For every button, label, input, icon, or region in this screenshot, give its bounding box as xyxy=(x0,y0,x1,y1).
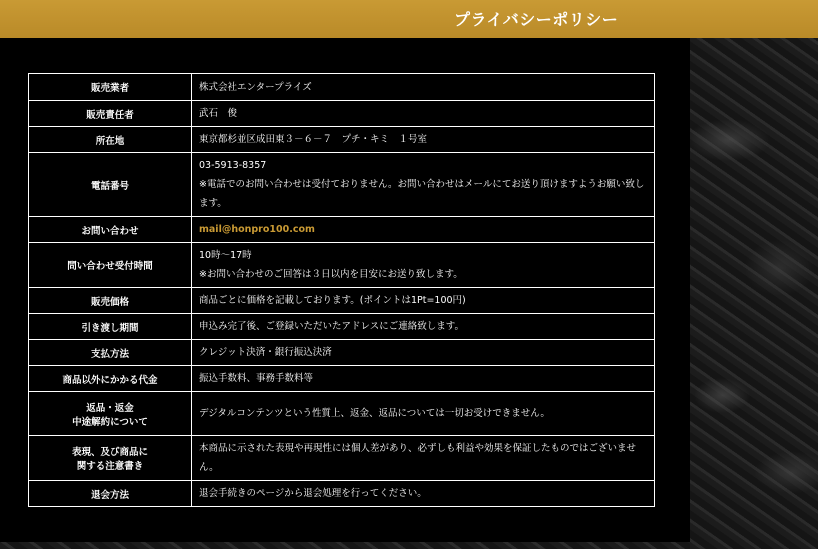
row-value-disclaimer xyxy=(192,436,655,481)
value-line: ※お問い合わせのご回答は３日以内を目安にお送り致します。 xyxy=(199,269,463,280)
label-line: 関する注意書き xyxy=(76,461,144,472)
table-row xyxy=(29,288,655,314)
table-row xyxy=(29,101,655,127)
value-line: 商品ごとに価格を記載しております。(ポイントは1Pt=100円) xyxy=(199,295,466,306)
value-line: デジタルコンテンツという性質上、返金、返品については一切お受けできません。 xyxy=(199,408,550,419)
contact-email-link[interactable]: mail@honpro100.com xyxy=(199,224,315,235)
row-label-payment: 支払方法 xyxy=(29,340,192,366)
row-label-refund xyxy=(29,392,192,436)
value-line: 本商品に示された表現や再現性には個人差があり、必ずしも利益や効果を保証したものではございません。 xyxy=(199,443,637,473)
marble-background xyxy=(690,38,818,549)
table-row xyxy=(29,217,655,243)
table-row xyxy=(29,366,655,392)
table-row xyxy=(29,243,655,288)
value-line: 武石 俊 xyxy=(199,108,238,119)
label-line: 中途解約について xyxy=(72,416,148,428)
table-row xyxy=(29,392,655,436)
value-line: 10時～17時 xyxy=(199,250,252,261)
value-line: クレジット決済・銀行振込決済 xyxy=(199,347,332,358)
label-line: 表現、及び商品に xyxy=(71,447,148,458)
phone-note: ※電話でのお問い合わせは受付ておりません。お問い合わせはメールにてお送り頂けますようお願い致します。 xyxy=(199,179,645,209)
row-value-seller xyxy=(192,74,655,101)
row-label-seller: 販売業者 xyxy=(29,74,192,101)
row-label-delivery: 引き渡し期間 xyxy=(29,314,192,340)
row-label-extra-fees: 商品以外にかかる代金 xyxy=(29,366,192,392)
row-label-address: 所在地 xyxy=(29,127,192,153)
value-line: 申込み完了後、ご登録いただいたアドレスにご連絡致します。 xyxy=(199,321,464,332)
row-value-unsubscribe xyxy=(192,481,655,507)
value-line: 東京都杉並区成田東３－６－７ プチ・キミ １号室 xyxy=(199,134,428,145)
row-value-manager xyxy=(192,101,655,127)
value-line: 振込手数料、事務手数料等 xyxy=(199,373,314,384)
table-row xyxy=(29,153,655,217)
row-value-price xyxy=(192,288,655,314)
table-row xyxy=(29,314,655,340)
row-label-manager: 販売責任者 xyxy=(29,101,192,127)
table-row xyxy=(29,74,655,101)
row-value-extra-fees xyxy=(192,366,655,392)
table-row xyxy=(29,481,655,507)
row-label-phone: 電話番号 xyxy=(29,153,192,217)
row-label-hours: 問い合わせ受付時間 xyxy=(29,243,192,288)
commerce-law-table xyxy=(28,73,655,507)
row-value-phone xyxy=(192,153,655,217)
value-line: 退会手続きのページから退会処理を行ってください。 xyxy=(199,488,427,499)
phone-number: 03-5913-8357 xyxy=(199,160,267,171)
row-value-contact xyxy=(192,217,655,243)
row-value-address xyxy=(192,127,655,153)
row-label-price: 販売価格 xyxy=(29,288,192,314)
row-value-payment xyxy=(192,340,655,366)
label-line: 返品・返金 xyxy=(86,402,134,414)
table-row xyxy=(29,127,655,153)
row-value-refund xyxy=(192,392,655,436)
table-row xyxy=(29,340,655,366)
marble-background-bottom xyxy=(0,542,690,549)
row-value-delivery xyxy=(192,314,655,340)
header-bar xyxy=(0,0,818,38)
row-label-unsubscribe: 退会方法 xyxy=(29,481,192,507)
row-label-contact: お問い合わせ xyxy=(29,217,192,243)
value-line: 株式会社エンタープライズ xyxy=(199,81,312,93)
row-value-hours xyxy=(192,243,655,288)
table-row xyxy=(29,436,655,481)
row-label-disclaimer xyxy=(29,436,192,481)
page-title: プライバシーポリシー xyxy=(454,10,619,29)
